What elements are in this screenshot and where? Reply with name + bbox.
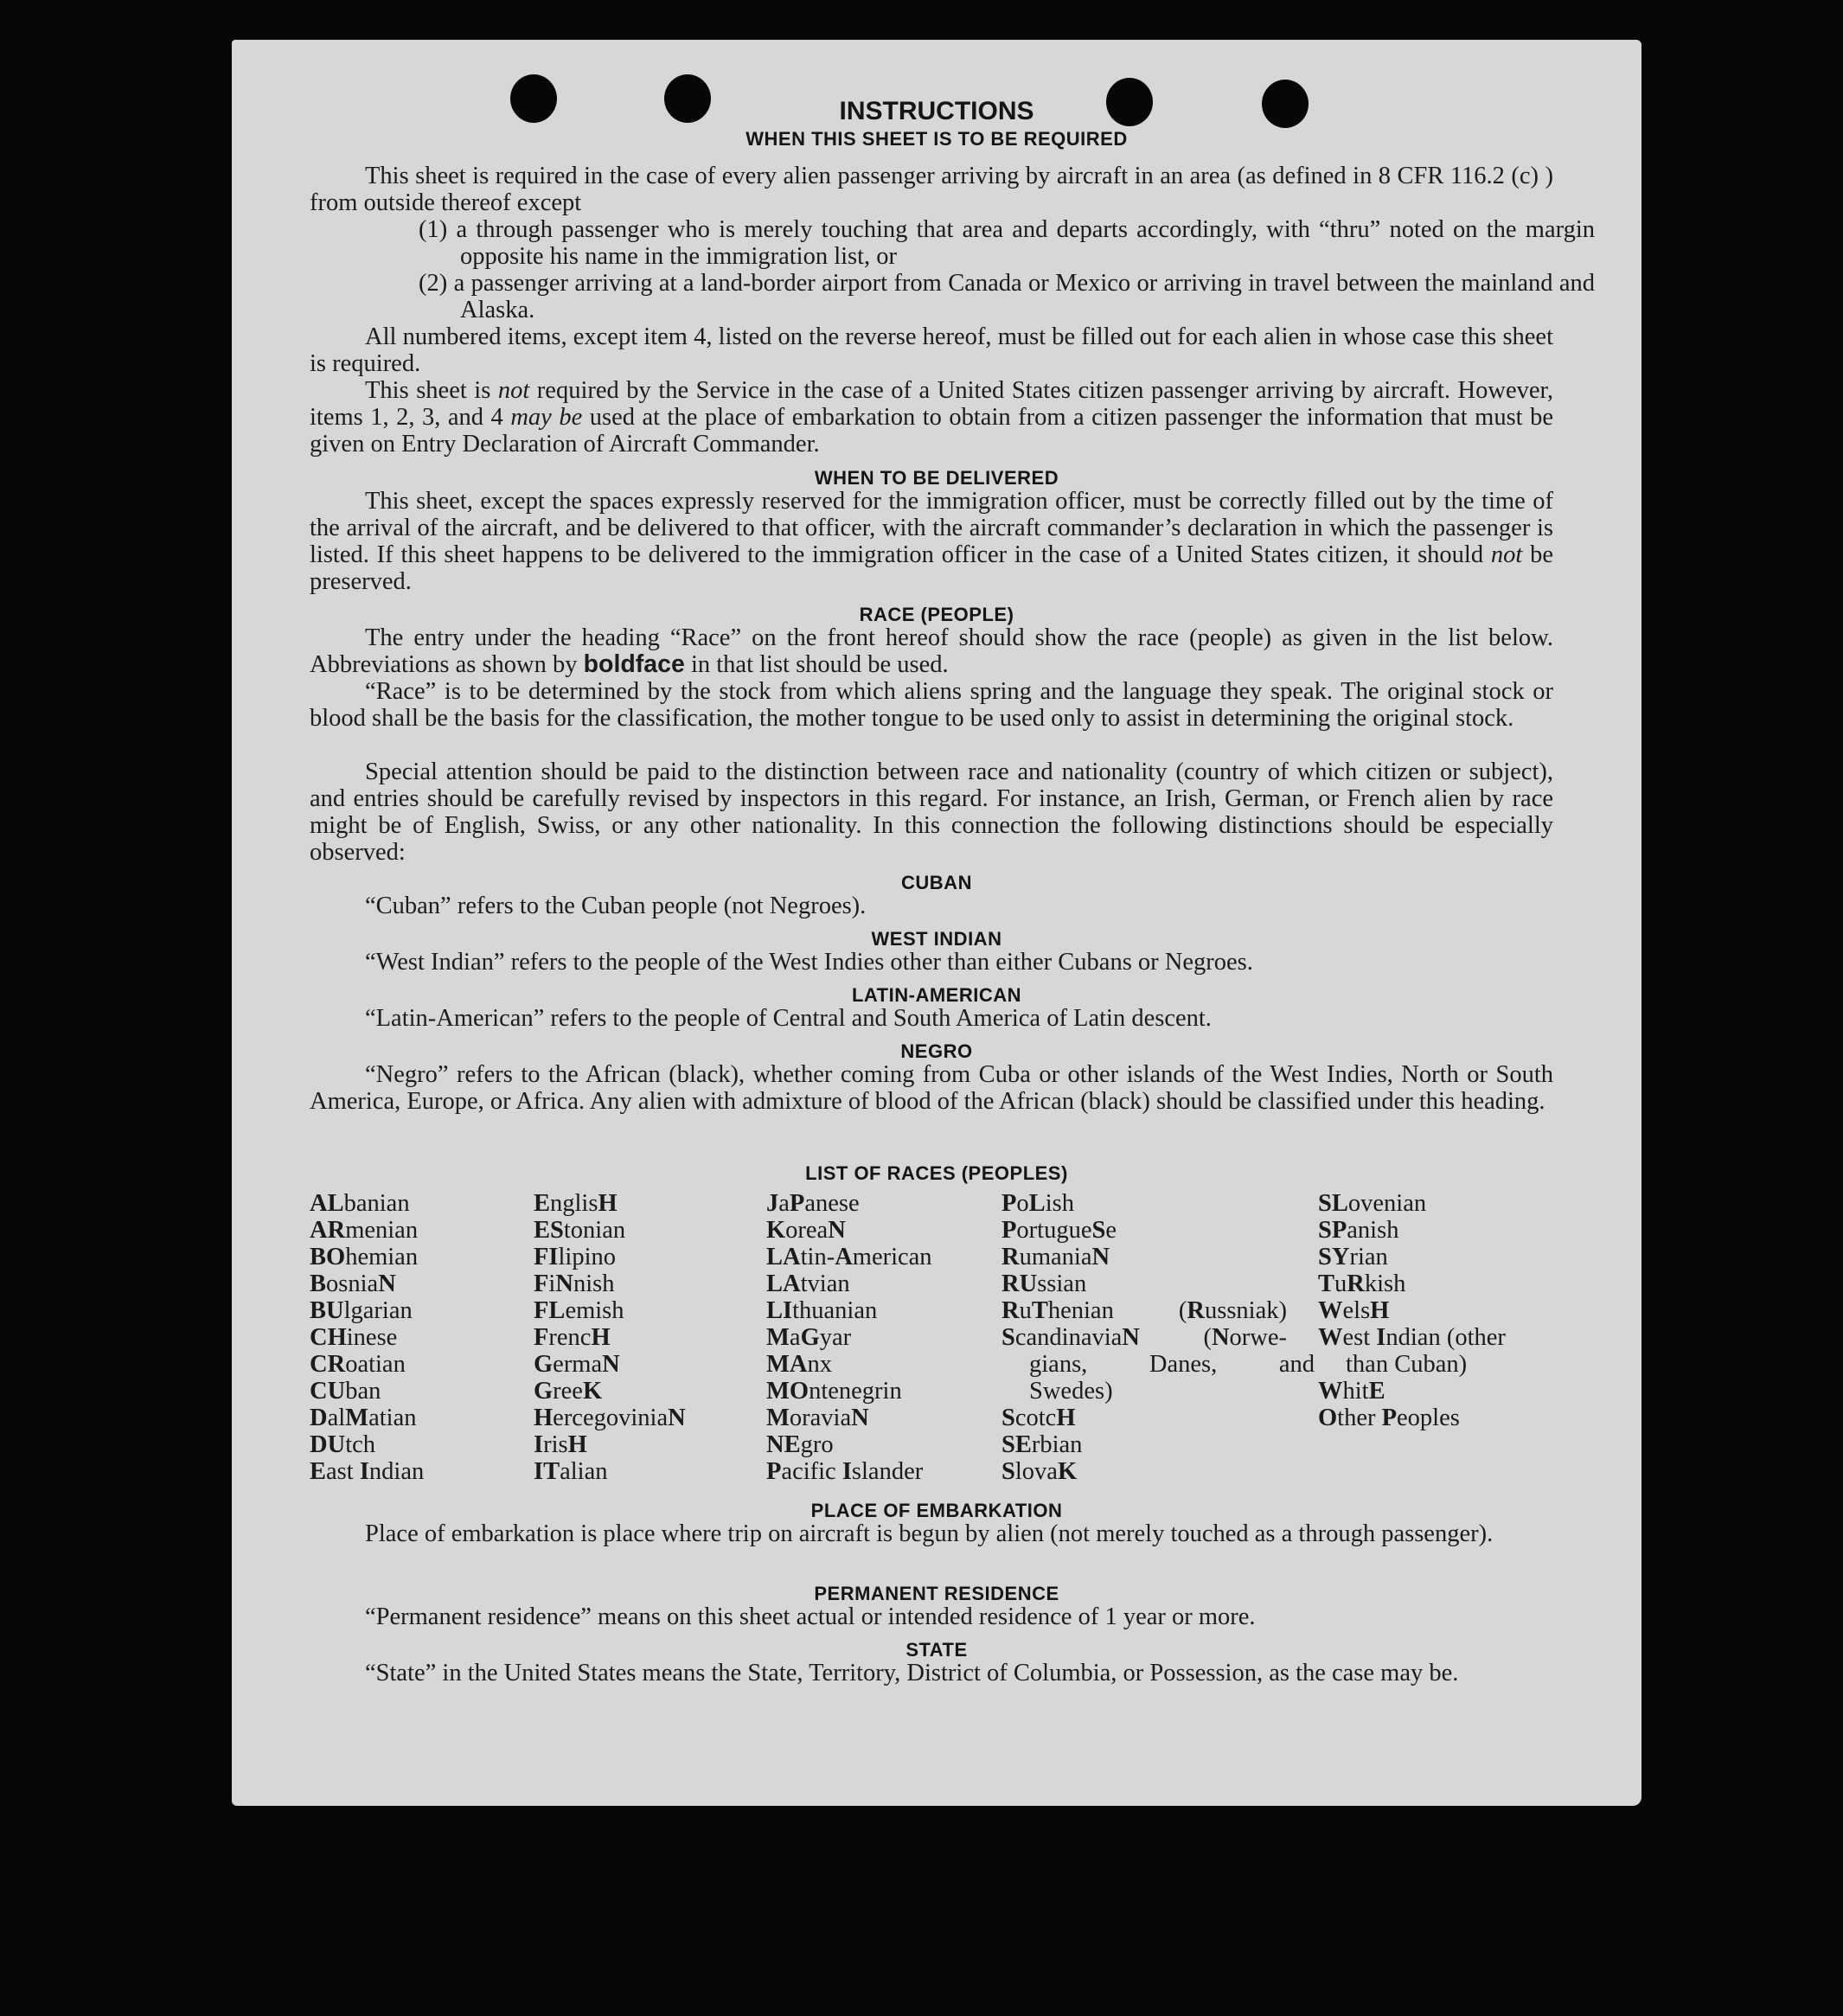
race-entry: DUtch xyxy=(310,1431,376,1458)
race-entry: CHinese xyxy=(310,1324,398,1351)
heading-cuban: CUBAN xyxy=(901,872,972,893)
document-sheet xyxy=(232,40,1641,1806)
race-column xyxy=(310,1190,424,1485)
race-entry: GermaN xyxy=(534,1351,620,1378)
race-entry: ScandinaviaN (Norwe- xyxy=(1001,1324,1287,1351)
race-entry: MAnx xyxy=(766,1351,832,1378)
race-entry: Swedes) xyxy=(1029,1378,1113,1405)
paragraph: “Race” is to be determined by the stock from which aliens spring and the language they speak. The original stock or blood shall be the basis for the classification, the mother tongue to be used only to assist in determining the original stock. xyxy=(310,678,1553,732)
heading-list-of-races: LIST OF RACES (PEOPLES) xyxy=(805,1162,1068,1184)
heading-race: RACE (PEOPLE) xyxy=(859,604,1014,625)
paragraph: This sheet, except the spaces expressly reserved for the immigration officer, must be correctly filled out by the time of the arrival of the aircraft, and be delivered to that officer, with the aircraft commander’s declaration in which the passenger is listed. If this sheet happens to be delivered to the immigration officer in the case of a United States citizen, it should not be preserved. xyxy=(310,488,1553,595)
paragraph: This sheet is required in the case of every alien passenger arriving by aircraft in an area (as defined in 8 CFR 116.2 (c) ) from outside thereof except xyxy=(310,163,1553,216)
race-entry: SLovenian xyxy=(1318,1190,1427,1217)
paragraph: Place of embarkation is place where trip on aircraft is begun by alien (not merely touched as a through passenger). xyxy=(365,1520,1494,1547)
race-entry: Other Peoples xyxy=(1318,1405,1460,1431)
race-entry: BOhemian xyxy=(310,1244,419,1270)
race-entry: RumaniaN xyxy=(1001,1244,1110,1270)
race-entry: IrisH xyxy=(534,1431,587,1458)
race-entry: LIthuanian xyxy=(766,1297,878,1324)
race-entry: FiNnish xyxy=(534,1270,615,1297)
race-entry: WelsH xyxy=(1318,1297,1390,1324)
race-entry: FLemish xyxy=(534,1297,624,1324)
race-entry: EStonian xyxy=(534,1217,626,1244)
race-column xyxy=(1318,1190,1506,1431)
paragraph: The entry under the heading “Race” on the front hereof should show the race (people) as given in the list below. Abbreviations as shown by boldface in that list should be used. xyxy=(310,624,1553,678)
race-entry: SPanish xyxy=(1318,1217,1399,1244)
paragraph: “State” in the United States means the State, Territory, District of Columbia, or Possession, as the case may be. xyxy=(365,1660,1459,1686)
race-entry: ARmenian xyxy=(310,1217,419,1244)
race-entry: BosniaN xyxy=(310,1270,396,1297)
paragraph: Special attention should be paid to the distinction between race and nationality (country of which citizen or subject), and entries should be carefully revised by inspectors in this regard. For instance, an Irish, German, or French alien by race might be of English, Swiss, or any other nationality. In this connection the following distinctions should be especially observed: xyxy=(310,758,1553,866)
race-entry: SlovaK xyxy=(1001,1458,1078,1485)
heading-embarkation: PLACE OF EMBARKATION xyxy=(810,1500,1063,1521)
race-entry: SErbian xyxy=(1001,1431,1083,1458)
race-entry: PoLish xyxy=(1001,1190,1074,1217)
race-entry: CUban xyxy=(310,1378,381,1405)
race-entry: CRoatian xyxy=(310,1351,406,1378)
heading-negro: NEGRO xyxy=(900,1040,973,1062)
list-item: (2) a passenger arriving at a land-border airport from Canada or Mexico or arriving in travel between the mainland and Alaska. xyxy=(419,270,1595,323)
race-entry: DalMatian xyxy=(310,1405,417,1431)
race-entry: ITalian xyxy=(534,1458,608,1485)
race-column xyxy=(534,1190,686,1485)
race-entry: ScotcH xyxy=(1001,1405,1076,1431)
paragraph: “Latin-American” refers to the people of Central and South America of Latin descent. xyxy=(365,1005,1212,1032)
heading-permanent-residence: PERMANENT RESIDENCE xyxy=(814,1583,1059,1604)
heading-state: STATE xyxy=(906,1639,968,1661)
race-entry: West Indian (other xyxy=(1318,1324,1506,1351)
race-entry: East Indian xyxy=(310,1458,425,1485)
race-entry: HercegoviniaN xyxy=(534,1405,686,1431)
race-entry: PortugueSe xyxy=(1001,1217,1117,1244)
race-entry: than Cuban) xyxy=(1346,1351,1468,1378)
page-title: INSTRUCTIONS xyxy=(839,97,1034,125)
race-entry: MoraviaN xyxy=(766,1405,869,1431)
race-entry: FIlipino xyxy=(534,1244,617,1270)
paragraph: This sheet is not required by the Service in the case of a United States citizen passenger arriving by aircraft. However, items 1, 2, 3, and 4 may be used at the place of embarkation to obtain from a citizen passenger the information that must be given on Entry Declaration of Aircraft Commander. xyxy=(310,377,1553,458)
race-entry: ALbanian xyxy=(310,1190,410,1217)
race-entry: EnglisH xyxy=(534,1190,618,1217)
race-entry: SYrian xyxy=(1318,1244,1388,1270)
race-entry: TuRkish xyxy=(1318,1270,1406,1297)
race-entry: MaGyar xyxy=(766,1324,852,1351)
paragraph: “West Indian” refers to the people of the West Indies other than either Cubans or Negroes. xyxy=(365,949,1253,976)
race-entry: BUlgarian xyxy=(310,1297,413,1324)
race-entry: RuThenian (Russniak) xyxy=(1001,1297,1287,1324)
race-entry: FrencH xyxy=(534,1324,611,1351)
paragraph: “Negro” refers to the African (black), whether coming from Cuba or other islands of the West Indies, North or South America, Europe, or Africa. Any alien with admixture of blood of the African (black) should be classified under this heading. xyxy=(310,1061,1553,1115)
heading-when-required: WHEN THIS SHEET IS TO BE REQUIRED xyxy=(746,128,1128,150)
race-entry: RUssian xyxy=(1001,1270,1087,1297)
paragraph: “Cuban” refers to the Cuban people (not Negroes). xyxy=(365,893,867,919)
heading-latin-american: LATIN-AMERICAN xyxy=(851,984,1021,1006)
race-entry: NEgro xyxy=(766,1431,834,1458)
paragraph: All numbered items, except item 4, listed on the reverse hereof, must be filled out for each alien in whose case this sheet is required. xyxy=(310,323,1553,377)
race-entry: LAtvian xyxy=(766,1270,850,1297)
paragraph: “Permanent residence” means on this sheet actual or intended residence of 1 year or more. xyxy=(365,1603,1256,1630)
race-entry: MOntenegrin xyxy=(766,1378,902,1405)
race-entry: WhitE xyxy=(1318,1378,1385,1405)
race-column xyxy=(1001,1190,1315,1485)
race-entry: LAtin-American xyxy=(766,1244,932,1270)
race-column xyxy=(766,1190,932,1485)
race-entry: KoreaN xyxy=(766,1217,846,1244)
race-entry: gians, Danes, and xyxy=(1029,1351,1315,1378)
race-entry: JaPanese xyxy=(766,1190,860,1217)
race-entry: GreeK xyxy=(534,1378,603,1405)
heading-west-indian: WEST INDIAN xyxy=(871,928,1002,950)
list-item: (1) a through passenger who is merely touching that area and departs accordingly, with “thru” noted on the margin opposite his name in the immigration list, or xyxy=(419,216,1595,270)
race-entry: Pacific Islander xyxy=(766,1458,924,1485)
heading-when-delivered: WHEN TO BE DELIVERED xyxy=(814,467,1059,489)
